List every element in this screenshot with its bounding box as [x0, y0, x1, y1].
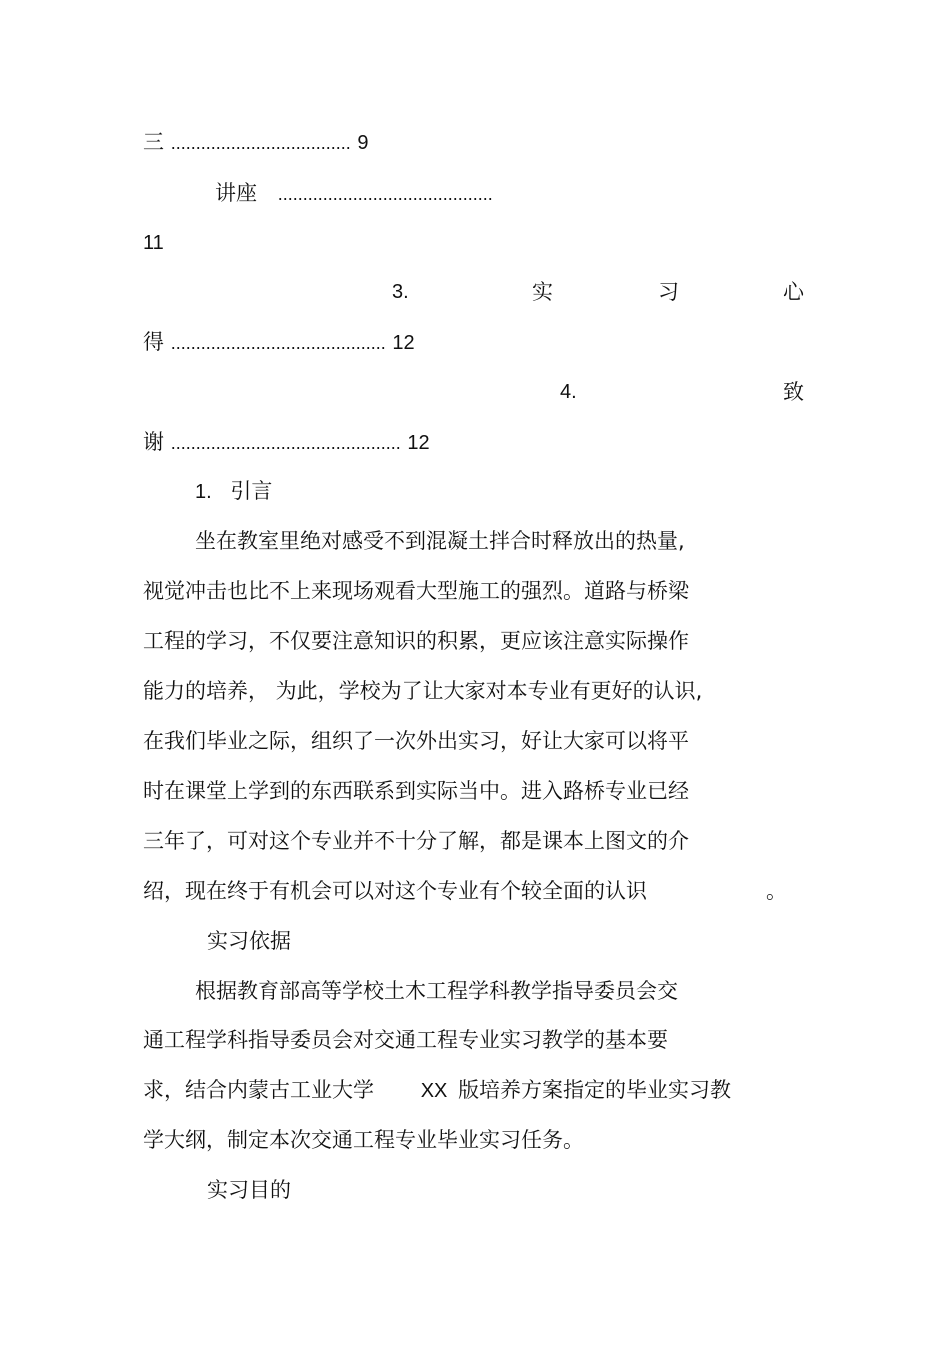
end-punctuation: 。 [766, 879, 787, 903]
toc-leader: ........................................... [277, 184, 493, 204]
toc-line-experience [143, 329, 415, 356]
paragraph-line: 三年了，可对这个专业并不十分了解，都是课本上图文的介 [143, 829, 689, 853]
toc-leader: .............................................. [170, 433, 401, 453]
paragraph-line: 学大纲，制定本次交通工程专业毕业实习任务。 [143, 1128, 584, 1152]
toc-char: 实 [532, 280, 553, 304]
toc-page-number: 12 [407, 432, 430, 454]
toc-page-number: 11 [143, 232, 164, 254]
section-heading-basis: 实习依据 [207, 929, 291, 953]
toc-char: 心 [783, 280, 804, 304]
toc-label: 三 [143, 130, 164, 154]
toc-label: 得 [143, 330, 164, 354]
toc-line-lecture [215, 180, 493, 207]
toc-item-number: 3. [392, 281, 409, 303]
section-title: 引言 [230, 479, 273, 503]
paragraph-line: 坐在教室里绝对感受不到混凝土拌合时释放出的热量, [195, 529, 685, 553]
paragraph-line: 绍，现在终于有机会可以对这个专业有个较全面的认识 [143, 879, 647, 903]
paragraph-line: 根据教育部高等学校土木工程学科教学指导委员会交 [195, 979, 678, 1003]
paragraph-line: 视觉冲击也比不上来现场观看大型施工的强烈。道路与桥梁 [143, 579, 689, 603]
text-segment: XX [420, 1080, 448, 1102]
section-heading-purpose: 实习目的 [207, 1178, 291, 1202]
toc-item-number: 4. [560, 381, 577, 403]
toc-label: 谢 [143, 430, 164, 454]
text-segment: 版培养方案指定的毕业实习教 [458, 1078, 732, 1102]
toc-line-3 [143, 129, 369, 156]
toc-leader: .................................... [170, 133, 351, 153]
section-heading-intro [195, 478, 272, 505]
paragraph-line: 工程的学习，不仅要注意知识的积累，更应该注意实际操作 [143, 629, 689, 653]
toc-leader: ........................................... [170, 333, 386, 353]
paragraph-line: 通工程学科指导委员会对交通工程专业实习教学的基本要 [143, 1028, 668, 1052]
paragraph-line: 能力的培养， 为此，学校为了让大家对本专业有更好的认识, [143, 679, 703, 703]
toc-page-number: 9 [357, 132, 369, 154]
toc-char: 习 [658, 280, 679, 304]
paragraph-line: 时在课堂上学到的东西联系到实际当中。进入路桥专业已经 [143, 779, 689, 803]
text-segment: 求，结合内蒙古工业大学 [143, 1078, 374, 1102]
paragraph-line [143, 1077, 731, 1104]
toc-char: 致 [783, 380, 804, 404]
paragraph-line: 在我们毕业之际，组织了一次外出实习，好让大家可以将平 [143, 729, 689, 753]
section-number: 1. [195, 481, 212, 503]
toc-label: 讲座 [215, 181, 257, 205]
toc-page-number: 12 [392, 332, 415, 354]
toc-line-thanks [143, 429, 430, 456]
